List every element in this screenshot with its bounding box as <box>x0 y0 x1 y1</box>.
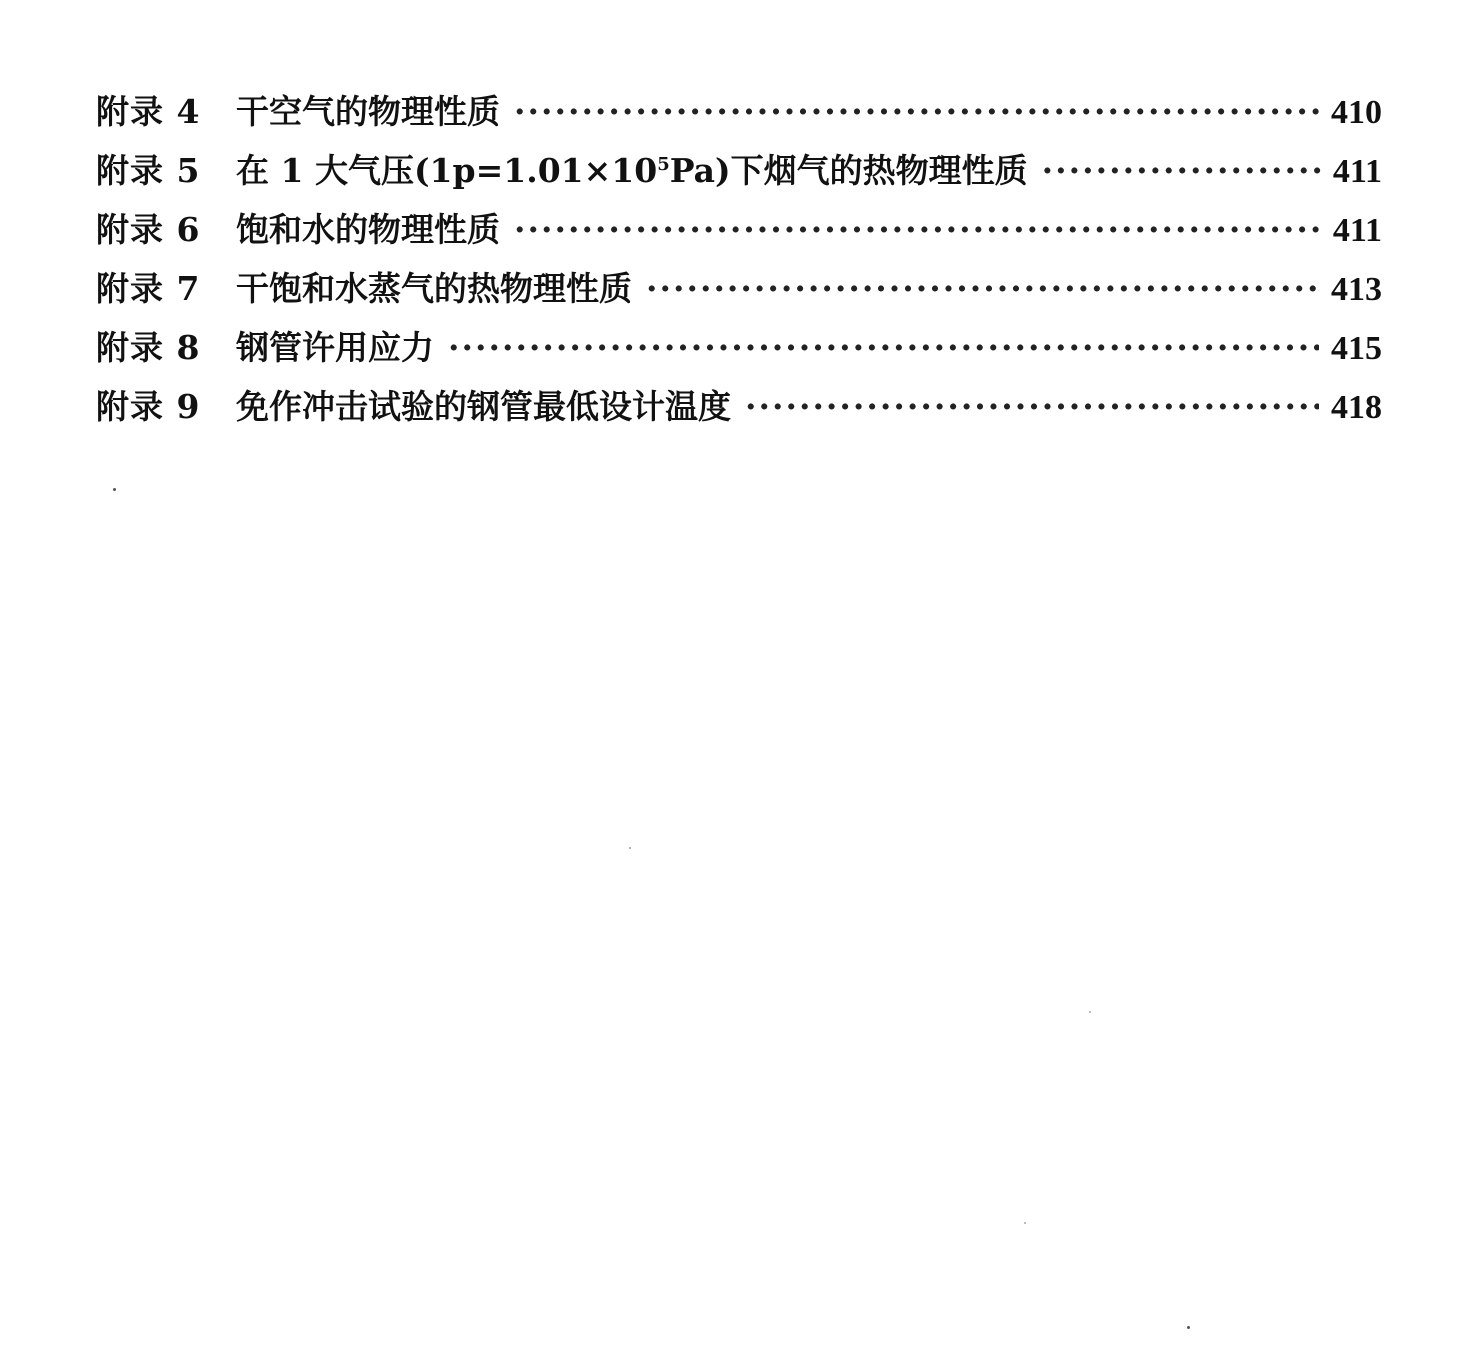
scan-speck <box>1089 1011 1091 1013</box>
toc-entry-label: 附录 7 <box>96 269 201 308</box>
toc-dot-leader <box>514 200 1321 259</box>
toc-entry-title <box>236 141 1042 200</box>
toc-entry-page: 418 <box>1331 389 1382 426</box>
toc-dot-leader <box>646 259 1319 318</box>
toc-dot-leader <box>1042 141 1321 200</box>
toc-entry-appendix-9[interactable] <box>96 377 1382 436</box>
scan-speck <box>629 847 631 849</box>
table-of-contents <box>96 82 1382 436</box>
toc-entry-title: 钢管许用应力 <box>236 328 434 367</box>
toc-entry-label: 附录 8 <box>96 328 201 367</box>
toc-dot-leader <box>745 377 1319 436</box>
toc-entry-appendix-4[interactable] <box>96 82 1382 141</box>
toc-entry-title: 免作冲击试验的钢管最低设计温度 <box>236 387 731 426</box>
scan-speck <box>1187 1326 1190 1329</box>
toc-entry-page: 411 <box>1332 153 1382 190</box>
toc-entry-page: 410 <box>1331 94 1382 131</box>
toc-entry-appendix-7[interactable] <box>96 259 1382 318</box>
toc-dot-leader <box>448 318 1319 377</box>
toc-entry-label: 附录 9 <box>96 387 201 426</box>
toc-entry-page: 411 <box>1332 212 1382 249</box>
toc-entry-page: 415 <box>1331 330 1382 367</box>
toc-entry-title: 饱和水的物理性质 <box>236 210 500 249</box>
toc-entry-title: 干饱和水蒸气的热物理性质 <box>236 269 632 308</box>
toc-entry-appendix-8[interactable] <box>96 318 1382 377</box>
toc-entry-appendix-6[interactable] <box>96 200 1382 259</box>
toc-entry-appendix-5[interactable] <box>96 141 1382 200</box>
scan-speck <box>1024 1222 1026 1224</box>
toc-entry-title-prefix: 在 1 大气压(1p=1.01×10 <box>236 151 658 190</box>
toc-dot-leader <box>514 82 1319 141</box>
toc-entry-page: 413 <box>1331 271 1382 308</box>
scan-speck <box>113 488 116 491</box>
toc-entry-label: 附录 5 <box>96 151 201 190</box>
toc-entry-title-suffix: Pa)下烟气的热物理性质 <box>669 151 1028 190</box>
toc-entry-label: 附录 6 <box>96 210 201 249</box>
toc-entry-label: 附录 4 <box>96 92 201 131</box>
toc-entry-title-exponent: 5 <box>657 154 670 175</box>
toc-entry-title: 干空气的物理性质 <box>236 92 500 131</box>
